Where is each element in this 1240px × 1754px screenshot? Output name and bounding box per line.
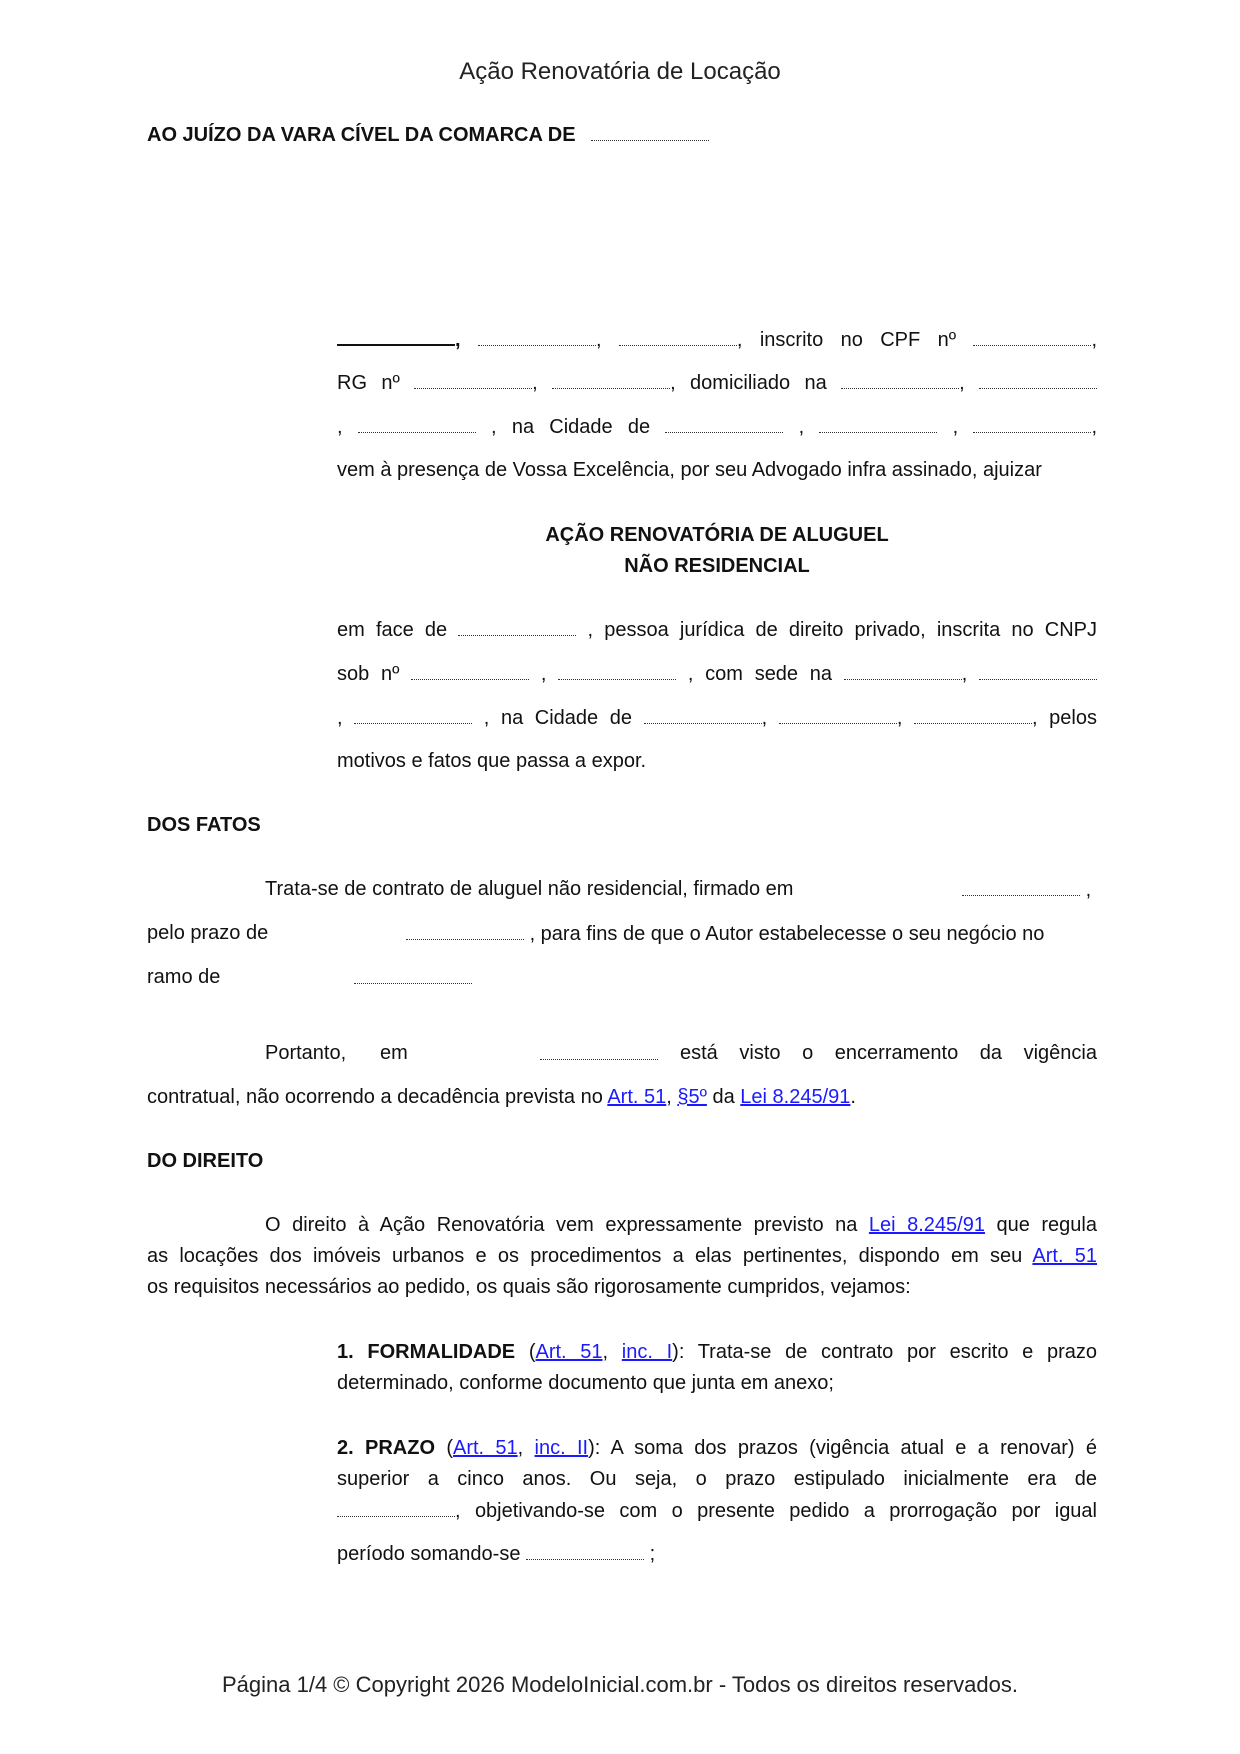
- business-branch-blank[interactable]: [354, 965, 472, 984]
- separator: ,: [896, 707, 903, 729]
- separator: ,: [337, 416, 343, 438]
- item-number: 1.: [337, 1341, 354, 1363]
- section-heading-facts: DOS FATOS: [147, 814, 261, 836]
- separator: ,: [337, 707, 343, 729]
- cnpj-number-label: sob nº: [337, 663, 400, 685]
- hq-cep-blank[interactable]: [914, 705, 1032, 724]
- item-text: ): Trata-se de contrato por escrito e prazo: [672, 1341, 1097, 1363]
- facts-p2-blank-wrap: [540, 1041, 658, 1066]
- item-text: , objetivando-se com o presente pedido a prorrogação por igual: [455, 1500, 1097, 1522]
- facts-p2-line-2: [147, 1085, 856, 1109]
- addressee: [147, 122, 709, 147]
- hq-number-blank[interactable]: [979, 661, 1097, 680]
- end-date-blank[interactable]: [540, 1041, 658, 1060]
- rg-blank[interactable]: [414, 370, 532, 389]
- law-text: que regula: [996, 1214, 1097, 1236]
- law-text: as locações dos imóveis urbanos e os procedimentos a elas pertinentes, dispondo em seu: [147, 1245, 1023, 1267]
- separator: ,: [532, 372, 538, 394]
- separator: ,: [666, 1086, 672, 1108]
- rg-issuer-blank[interactable]: [552, 370, 670, 389]
- item-title: PRAZO: [365, 1437, 435, 1459]
- facts-p1-line-2-prefix: pelo prazo de: [147, 922, 269, 944]
- section-heading-law: DO DIREITO: [147, 1150, 264, 1172]
- defendant-extra-blank[interactable]: [558, 661, 676, 680]
- contract-date-blank[interactable]: [962, 877, 1080, 896]
- defendant-line-2: [337, 661, 1097, 686]
- separator: ,: [455, 329, 461, 351]
- lei-8245-link[interactable]: Lei 8.245/91: [740, 1086, 851, 1108]
- inc-i-link[interactable]: inc. I: [621, 1341, 673, 1363]
- separator: ,: [761, 707, 768, 729]
- facts-p2-b: em: [380, 1042, 408, 1064]
- law-p1-line-1: [265, 1213, 1097, 1237]
- lei-8245-link[interactable]: Lei 8.245/91: [868, 1214, 985, 1236]
- requirement-item-1-line-2: determinado, conforme documento que junta em anexo;: [337, 1372, 834, 1394]
- cnpj-blank[interactable]: [411, 661, 529, 680]
- contract-term-blank[interactable]: [406, 921, 524, 940]
- requirement-item-2-line-4: [337, 1541, 655, 1566]
- initial-term-blank[interactable]: [337, 1498, 455, 1517]
- separator: ,: [1091, 416, 1097, 438]
- separator: ,: [798, 416, 805, 438]
- author-line-2: [337, 370, 1097, 395]
- defendant-line-1: [337, 617, 1097, 642]
- cpf-blank[interactable]: [973, 327, 1091, 346]
- facts-p1-line-3: [354, 965, 472, 990]
- author-name-blank[interactable]: [337, 326, 455, 346]
- hq-city-label: , na Cidade de: [483, 707, 633, 729]
- facts-p1-line-1-end: [962, 877, 1091, 902]
- separator: ,: [1091, 329, 1097, 351]
- author-line-4: vem à presença de Vossa Excelência, por seu Advogado infra assinado, ajuizar: [337, 459, 1042, 481]
- separator: ;: [649, 1543, 656, 1565]
- comarca-blank[interactable]: [591, 122, 709, 141]
- document-header-title: Ação Renovatória de Locação: [459, 58, 781, 85]
- cpf-label: , inscrito no CPF nº: [736, 329, 957, 351]
- facts-p1-line-2: [406, 921, 1044, 946]
- addressee-text: AO JUÍZO DA VARA CÍVEL DA COMARCA DE: [147, 124, 576, 146]
- reasons-label: , pelos: [1031, 707, 1097, 729]
- separator: .: [850, 1086, 856, 1108]
- law-p1-line-3: os requisitos necessários ao pedido, os quais são rigorosamente cumpridos, vejamos:: [147, 1276, 911, 1298]
- city-label: , na Cidade de: [491, 416, 651, 438]
- law-p1-line-2: [147, 1244, 1097, 1268]
- domicile-label: , domiciliado na: [670, 372, 827, 394]
- action-title-line-2: NÃO RESIDENCIAL: [624, 555, 810, 577]
- nationality-blank[interactable]: [478, 327, 596, 346]
- separator: ,: [961, 663, 968, 685]
- facts-text: Trata-se de contrato de aluguel não residencial, firmado em: [265, 878, 794, 900]
- facts-text: , para fins de que o Autor estabelecesse o seu negócio no: [529, 923, 1045, 945]
- open-paren: (: [446, 1437, 453, 1459]
- separator: ,: [540, 663, 547, 685]
- paragraph-5-link[interactable]: §5º: [677, 1086, 707, 1108]
- art-51-link[interactable]: Art. 51: [1032, 1245, 1097, 1267]
- cnpj-label: , pessoa jurídica de direito privado, inscrita no CNPJ: [587, 619, 1098, 641]
- separator: ,: [595, 329, 602, 351]
- hq-street-blank[interactable]: [844, 661, 962, 680]
- facts-text: da: [712, 1086, 735, 1108]
- item-text: ): A soma dos prazos (vigência atual e a renovar) é: [588, 1437, 1097, 1459]
- author-line-3: [337, 414, 1097, 439]
- defendant-label: em face de: [337, 619, 448, 641]
- rg-label: RG nº: [337, 372, 400, 394]
- separator: ,: [952, 416, 959, 438]
- author-line-1: [337, 326, 1097, 352]
- art-51-link[interactable]: Art. 51: [452, 1437, 518, 1459]
- requirement-item-2-line-1: 2. PRAZO (Art. 51, inc. II): A soma dos prazos (vigência atual e a renovar) é: [337, 1437, 1097, 1459]
- hq-state-blank[interactable]: [779, 705, 897, 724]
- art-51-link[interactable]: Art. 51: [607, 1086, 667, 1108]
- total-term-blank[interactable]: [526, 1541, 644, 1560]
- separator: ,: [959, 372, 965, 394]
- art-51-link[interactable]: Art. 51: [535, 1341, 603, 1363]
- facts-p1-line-3-prefix: ramo de: [147, 966, 221, 988]
- inc-ii-link[interactable]: inc. II: [534, 1437, 589, 1459]
- item-title: FORMALIDADE: [367, 1341, 516, 1363]
- page-footer: Página 1/4 © Copyright 2026 ModeloInicial.com.br - Todos os direitos reservados.: [222, 1672, 1018, 1697]
- facts-p2-a: Portanto,: [265, 1042, 347, 1064]
- defendant-line-4: motivos e fatos que passa a expor.: [337, 750, 647, 772]
- facts-p2-c: está visto o encerramento da vigência: [680, 1042, 1097, 1064]
- number-blank[interactable]: [979, 370, 1097, 389]
- street-blank[interactable]: [841, 370, 959, 389]
- hq-city-blank[interactable]: [644, 705, 762, 724]
- defendant-line-3: [337, 705, 1097, 730]
- action-title: [337, 520, 1097, 582]
- defendant-name-blank[interactable]: [458, 617, 576, 636]
- law-text: O direito à Ação Renovatória vem expressamente previsto na: [265, 1214, 858, 1236]
- open-paren: (: [528, 1341, 536, 1363]
- requirement-item-1-line-1: 1. FORMALIDADE (Art. 51, inc. I): Trata-se de contrato por escrito e prazo: [337, 1341, 1097, 1363]
- headquarters-label: , com sede na: [687, 663, 833, 685]
- item-number: 2.: [337, 1437, 354, 1459]
- separator: ,: [1085, 879, 1092, 901]
- civil-status-blank[interactable]: [619, 327, 737, 346]
- facts-p1-line-1: [265, 877, 793, 901]
- cep-blank[interactable]: [973, 414, 1091, 433]
- state-blank[interactable]: [819, 414, 937, 433]
- hq-neighborhood-blank[interactable]: [354, 705, 472, 724]
- facts-text: contratual, não ocorrendo a decadência prevista no: [147, 1086, 603, 1108]
- city-blank[interactable]: [665, 414, 783, 433]
- requirement-item-2-line-2: superior a cinco anos. Ou seja, o prazo estipulado inicialmente era de: [337, 1468, 1097, 1490]
- action-title-line-1: AÇÃO RENOVATÓRIA DE ALUGUEL: [545, 524, 889, 546]
- requirement-item-2-line-3: [337, 1498, 1097, 1523]
- neighborhood-blank[interactable]: [358, 414, 476, 433]
- item-text: período somando-se: [337, 1543, 521, 1565]
